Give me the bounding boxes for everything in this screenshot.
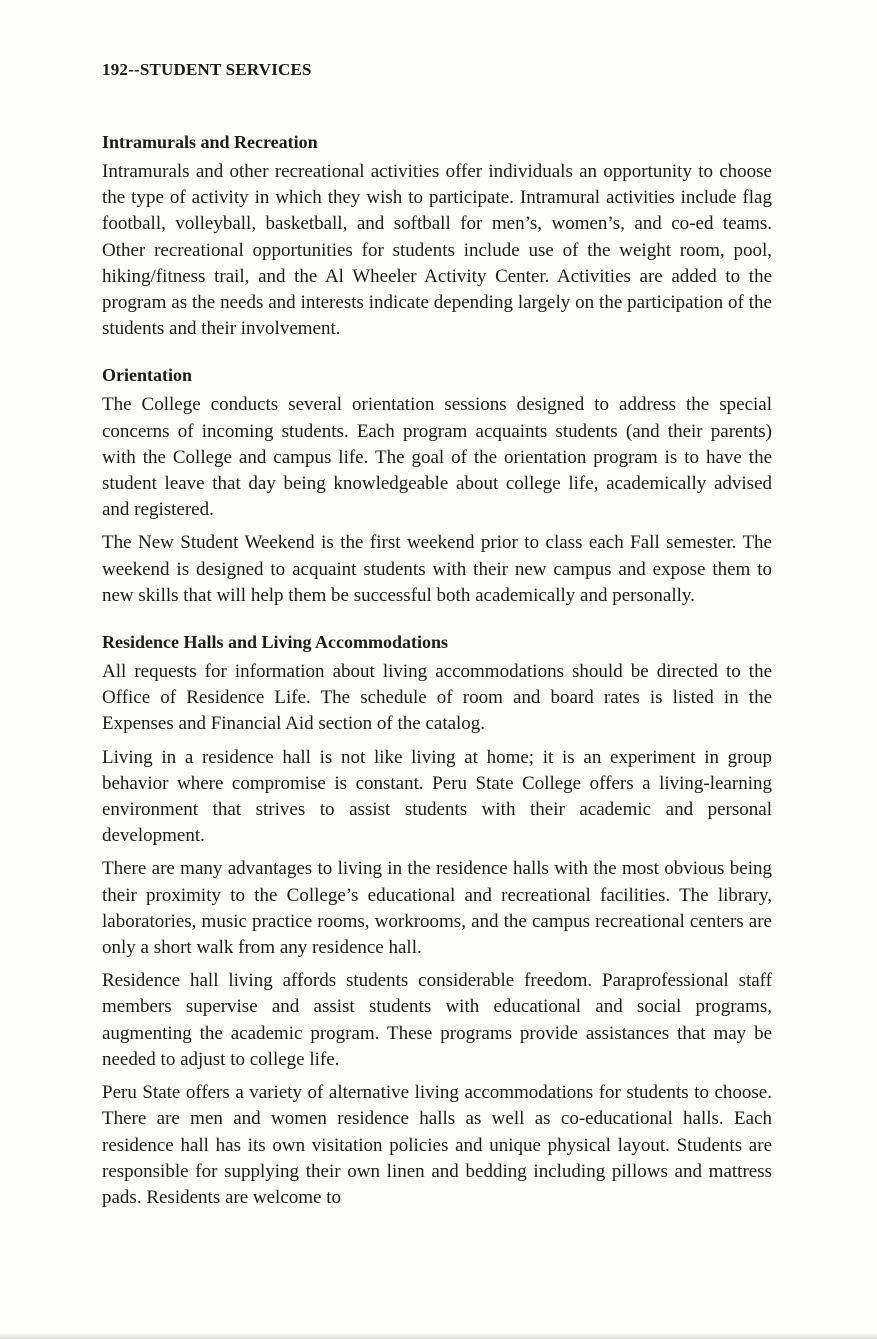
section-title: Intramurals and Recreation bbox=[102, 132, 318, 152]
paragraph: The College conducts several orientation sessions designed to address the special concerns of incoming students. Each program acquaints students (and their parents) with the College and campus life. The goal of the orientation program is to have the student leave that day being knowledgeable about college life, academically advised and registered. bbox=[102, 394, 772, 521]
section-intramurals bbox=[102, 129, 772, 342]
paragraph: Peru State offers a variety of alternative living accommodations for students to choose. There are men and women residence halls as well as co-educational halls. Each residence hall has its own visitation policies and unique physical layout. Students are responsible for supplying their own linen and bedding including pillows and mattress pads. Residents are welcome to bbox=[102, 1082, 772, 1208]
page-body bbox=[102, 129, 772, 1211]
paragraph: Living in a residence hall is not like living at home; it is an experiment in group behavior where compromise is constant. Peru State College offers a living-learning environment that strives to assist students with their academic and personal development. bbox=[102, 746, 772, 847]
paragraph: There are many advantages to living in the residence halls with the most obvious being their proximity to the College’s educational and recreational facilities. The library, laboratories, music practice rooms, workrooms, and the campus recreational centers are only a short walk from any residence hall. bbox=[102, 858, 772, 959]
running-head: 192--STUDENT SERVICES bbox=[102, 60, 312, 79]
paragraph: All requests for information about living accommodations should be directed to the Office of Residence Life. The schedule of room and board rates is listed in the Expenses and Financial Aid section of the catalog. bbox=[102, 661, 772, 735]
section-residence-halls bbox=[102, 629, 772, 1211]
scan-edge-shadow bbox=[0, 1333, 877, 1339]
paragraph: The New Student Weekend is the first weekend prior to class each Fall semester. The weekend is designed to acquaint students with their new campus and expose them to new skills that will help them be successful both academically and personally. bbox=[102, 532, 772, 606]
section-title: Residence Halls and Living Accommodations bbox=[102, 632, 449, 653]
section-orientation bbox=[102, 362, 772, 609]
section-title: Orientation bbox=[102, 365, 192, 386]
paragraph: Intramurals and other recreational activities offer individuals an opportunity to choose the type of activity in which they wish to participate. Intramural activities include flag football, volleyball, basketball, and softball for men’s, women’s, and co-ed teams. Other recreational opportunities for students include use of the weight room, pool, hiking/fitness trail, and the Al Wheeler Activity Center. Activities are added to the program as the needs and interests indicate depending largely on the participation of the students and their involvement. bbox=[102, 161, 772, 340]
paragraph: Residence hall living affords students considerable freedom. Paraprofessional staff members supervise and assist students with educational and social programs, augmenting the academic program. These programs provide assistances that may be needed to adjust to college life. bbox=[102, 970, 772, 1070]
